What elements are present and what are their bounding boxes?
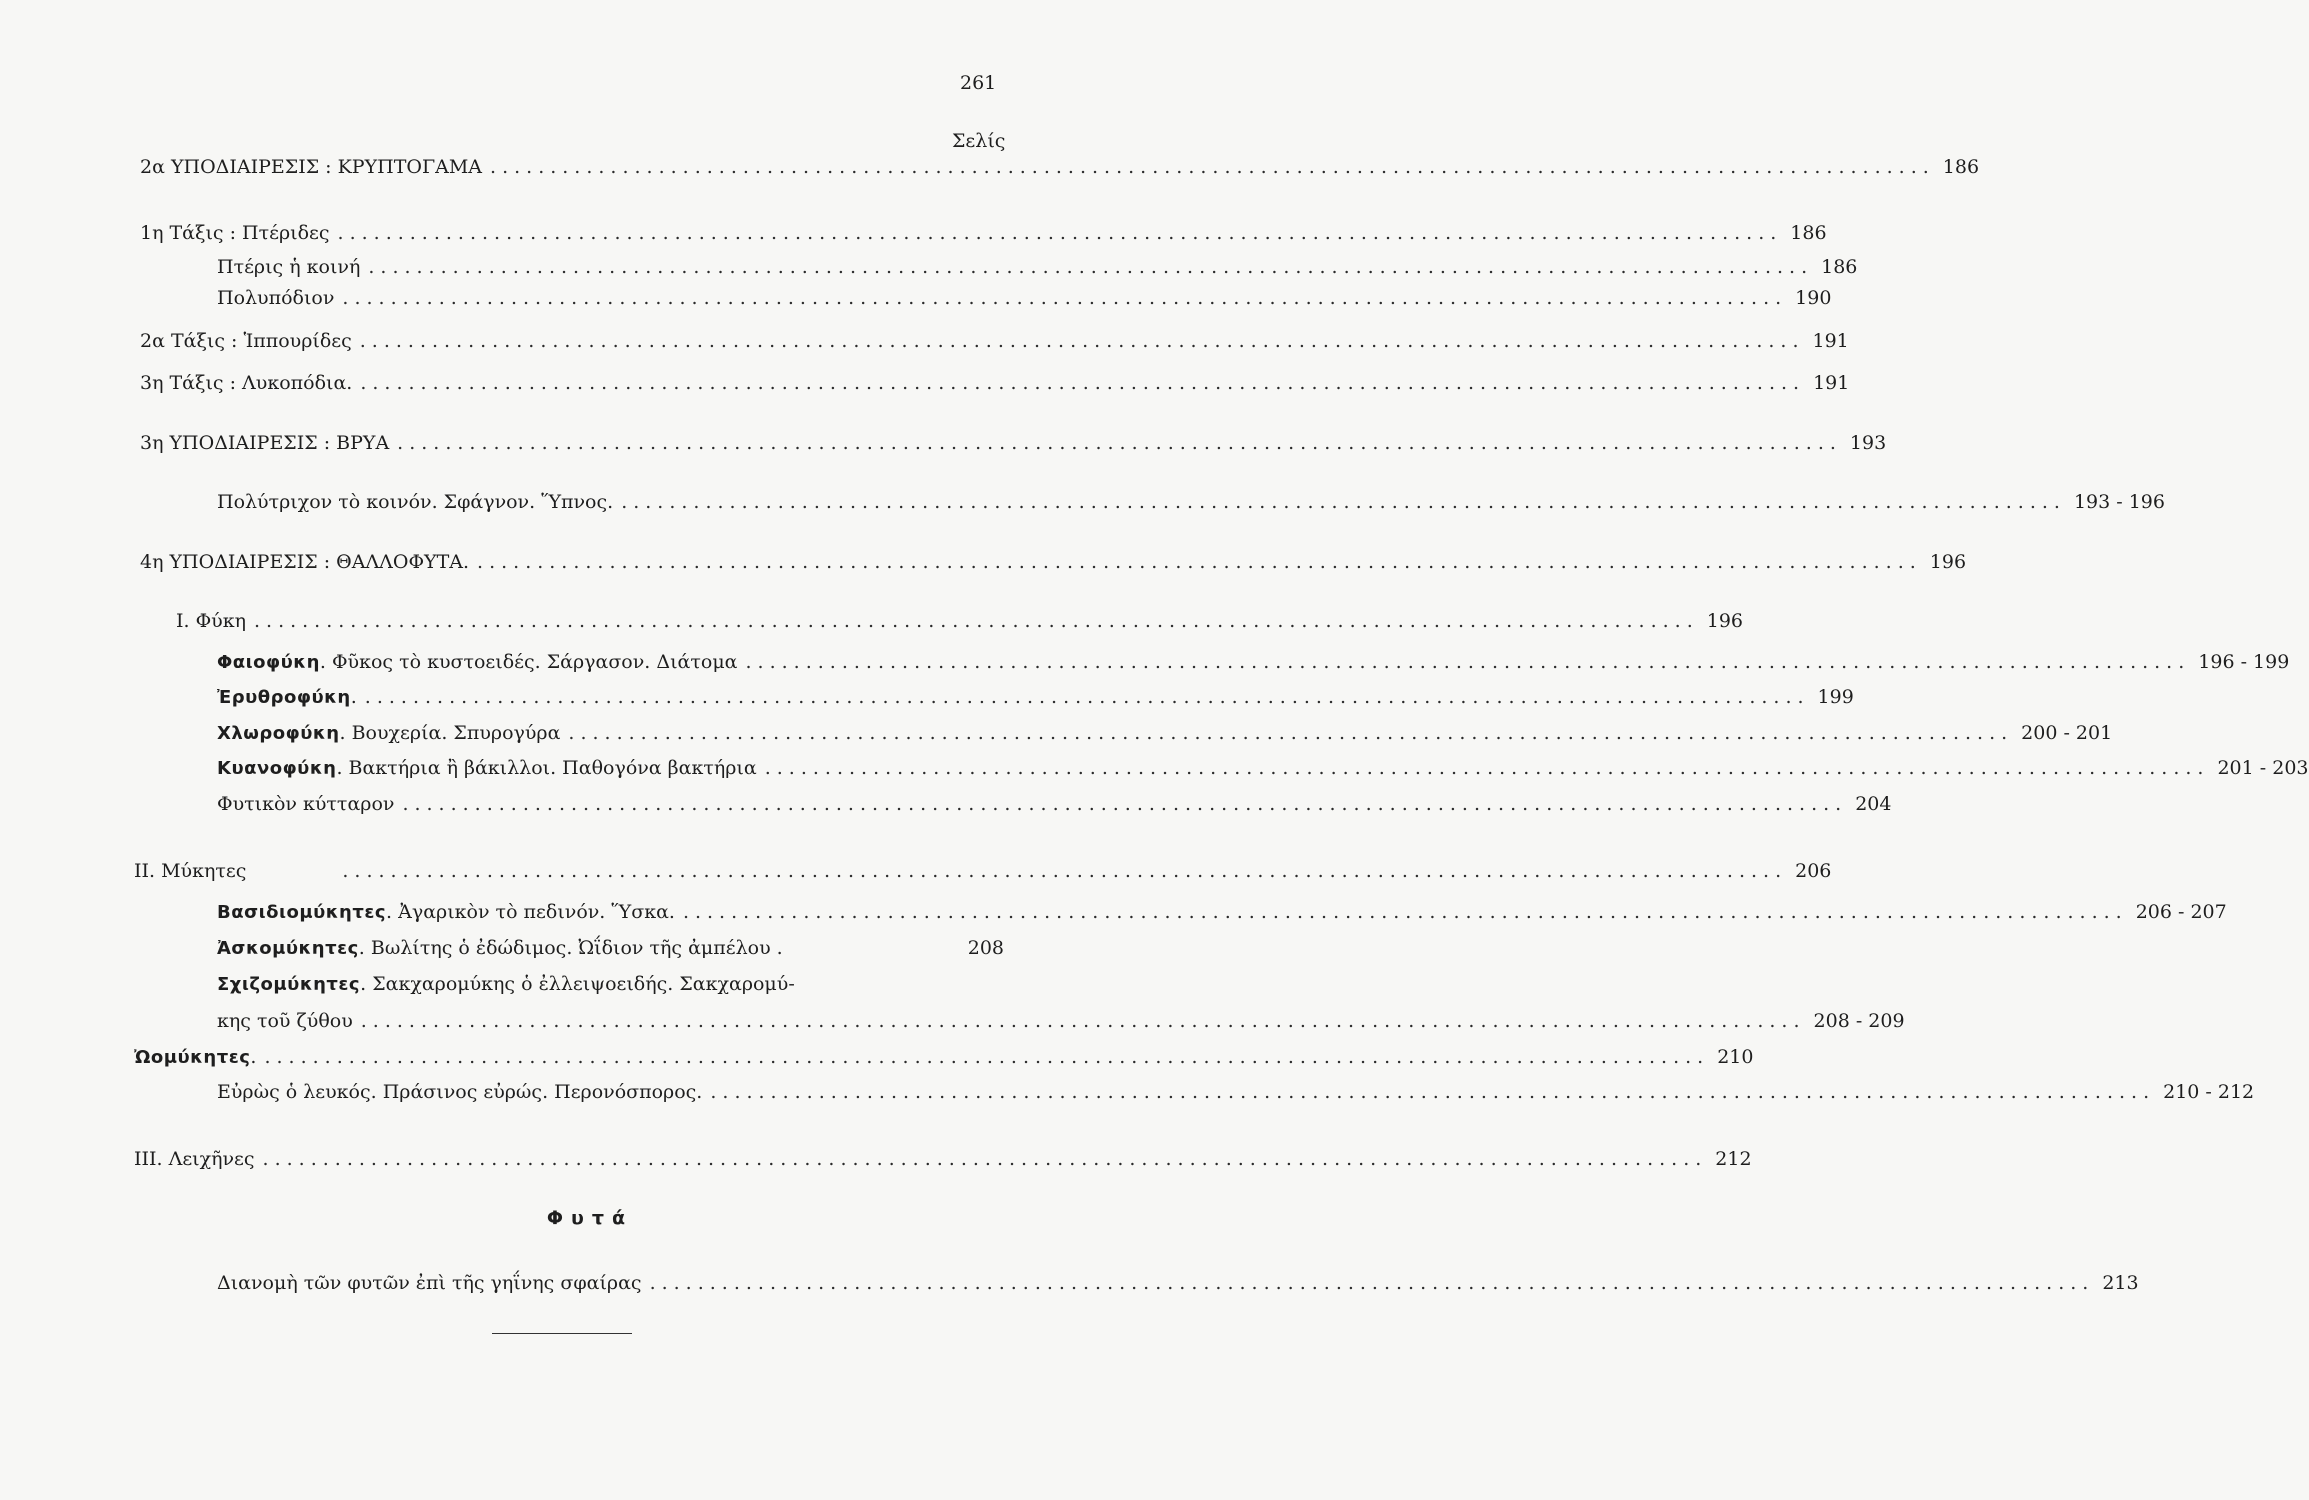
toc-entry-page: 210 — [1717, 1046, 1754, 1068]
toc-entry-label — [217, 686, 357, 708]
toc-entry-label — [217, 757, 757, 779]
leader-dots: ........................................................................................................................ — [368, 256, 1814, 278]
toc-entry-label: Εὐρὼς ὁ λευκός. Πράσινος εὐρώς. Περονόσπορος. — [217, 1081, 703, 1103]
toc-entry-label: 4η ΥΠΟΔΙΑΙΡΕΣΙΣ : ΘΑΛΛΟΦΥΤΑ. — [140, 551, 470, 573]
toc-entry-page: 186 — [1821, 256, 1858, 278]
toc-entry-page: 208 - 209 — [1813, 1010, 1905, 1032]
leader-dots: ........................................................................................................................ — [337, 222, 1783, 244]
toc-entry-page: 201 - 203 — [2217, 757, 2309, 779]
toc-entry-page: 196 — [1706, 610, 1743, 632]
toc-entry-desc: . Σακχαρομύκης ὁ ἐλλειψοειδής. Σακχαρομύ- — [360, 973, 795, 995]
toc-entry — [0, 1046, 1754, 1076]
toc-entry — [0, 793, 1892, 823]
leader-dots: ........................................................................................................................ — [710, 1081, 2156, 1103]
leader-dots: ........................................................................................................................ — [397, 432, 1842, 454]
toc-entry — [0, 610, 1743, 640]
toc-entry-page: 204 — [1855, 793, 1892, 815]
toc-entry-page: 193 — [1849, 432, 1887, 454]
toc-entry — [0, 1148, 1752, 1178]
toc-entry-label: 2α ΥΠΟΔΙΑΙΡΕΣΙΣ : ΚΡΥΠΤΟΓΑΜΑ — [140, 156, 483, 178]
toc-entry-label: II. Μύκητες — [134, 860, 247, 882]
closing-rule — [492, 1333, 632, 1334]
leader-dots: ........................................................................................................................ — [253, 610, 1699, 632]
toc-entry-label: Φυτικὸν κύτταρον — [217, 793, 395, 815]
toc-entry-label — [217, 651, 738, 673]
toc-entry-page: 200 - 201 — [2021, 722, 2113, 744]
page-column-header: Σελίς — [952, 130, 1006, 152]
toc-entry-term: Κυανοφύκη — [217, 758, 337, 779]
leader-dots: ........................................................................................................................ — [342, 287, 1788, 309]
toc-entry-page: 193 - 196 — [2073, 491, 2165, 513]
toc-entry — [0, 1081, 2255, 1111]
toc-entry-page: 213 — [2102, 1272, 2139, 1294]
toc-entry — [0, 432, 1887, 462]
toc-entry-page: 186 — [1790, 222, 1827, 244]
toc-entry-term: Φαιοφύκη — [217, 652, 320, 673]
leader-dots: ........................................................................................................................ — [649, 1272, 2095, 1294]
toc-entry-page: 196 - 199 — [2198, 651, 2290, 673]
toc-entry-page: 208 — [967, 937, 1004, 959]
leader-dots: ........................................................................................................................ — [477, 551, 1922, 573]
section-title: Φυτά — [546, 1207, 634, 1229]
toc-entry-label: 3η Τάξις : Λυκοπόδια. — [140, 372, 353, 394]
toc-entry-label: 2α Τάξις : Ἱππουρίδες — [140, 330, 352, 352]
leader-dots: ........................................................................................................................ — [402, 793, 1848, 815]
toc-entry — [0, 651, 2290, 681]
toc-entry-term: Βασιδιομύκητες — [217, 902, 387, 923]
toc-entry-term: Ἐρυθροφύκη — [217, 687, 351, 708]
toc-entry — [0, 722, 2113, 752]
toc-entry-label: 3η ΥΠΟΔΙΑΙΡΕΣΙΣ : ΒΡΥΑ — [140, 432, 390, 454]
toc-entry — [0, 372, 1850, 402]
toc-entry — [0, 287, 1832, 317]
leader-dots: ........................................................................................................................ — [262, 1148, 1708, 1170]
leader-dots: ........................................................................................................................ — [360, 372, 1806, 394]
toc-entry — [0, 937, 1180, 967]
toc-entry-label — [217, 722, 560, 744]
leader-dots: ........................................................................................................................ — [621, 491, 2066, 513]
toc-entry-page: 196 — [1929, 551, 1967, 573]
leader-dots: ........................................................................................................................ — [342, 860, 1788, 882]
toc-entry-label: Διανομὴ τῶν φυτῶν ἐπὶ τῆς γηΐνης σφαίρας — [217, 1272, 642, 1294]
toc-entry — [0, 491, 2165, 521]
toc-entry — [0, 330, 1849, 360]
toc-entry-label — [217, 973, 795, 995]
toc-entry-term: Σχιζομύκητες — [217, 974, 361, 995]
toc-entry-desc: . Βωλίτης ὁ ἐδώδιμος. Ὠΐδιον τῆς ἀμπέλου . — [358, 937, 783, 959]
toc-entry — [0, 551, 1967, 581]
toc-entry — [0, 860, 1832, 890]
toc-entry — [0, 1272, 2139, 1302]
toc-entry-page: 206 - 207 — [2135, 901, 2227, 923]
page-number: 261 — [960, 72, 997, 94]
toc-entry-page: 199 — [1817, 686, 1854, 708]
toc-entry — [0, 156, 1980, 186]
toc-entry-label: I. Φύκη — [176, 610, 246, 632]
leader-dots: ........................................................................................................................ — [359, 330, 1805, 352]
toc-entry-term: Ἀσκομύκητες — [217, 938, 359, 959]
toc-entry — [0, 901, 2227, 931]
toc-entry-label — [217, 901, 675, 923]
toc-entry-desc: . Βακτήρια ἢ βάκιλλοι. Παθογόνα βακτήρια — [336, 757, 757, 779]
toc-entry-label: κης τοῦ ζύθου — [217, 1010, 353, 1032]
toc-entry-label: Πολυπόδιον — [217, 287, 335, 309]
toc-entry-label: Πτέρις ἡ κοινή — [217, 256, 361, 278]
toc-entry-page: 186 — [1942, 156, 1980, 178]
toc-entry-label: III. Λειχῆνες — [134, 1148, 255, 1170]
leader-dots: ........................................................................................................................ — [360, 1010, 1806, 1032]
toc-entry-page: 212 — [1715, 1148, 1752, 1170]
toc-entry-desc: . — [250, 1046, 257, 1068]
toc-entry-label: 1η Τάξις : Πτέριδες — [140, 222, 330, 244]
toc-entry-label — [217, 937, 783, 959]
leader-dots: ........................................................................................................................ — [682, 901, 2128, 923]
toc-entry-label: Πολύτριχον τὸ κοινόν. Σφάγνον. Ὕπνος. — [217, 491, 614, 513]
leader-dots: ........................................................................................................................ — [745, 651, 2191, 673]
leader-dots: ........................................................................................................................ — [490, 156, 1935, 178]
leader-dots: ........................................................................................................................ — [264, 1046, 1710, 1068]
toc-entry — [0, 1010, 1905, 1040]
leader-dots: ........................................................................................................................ — [364, 686, 1810, 708]
toc-entry-page: 210 - 212 — [2163, 1081, 2255, 1103]
toc-entry-desc: . Φῦκος τὸ κυστοειδές. Σάργασον. Διάτομα — [319, 651, 738, 673]
toc-entry-term: Ὠομύκητες — [134, 1047, 251, 1068]
toc-entry-page: 191 — [1813, 372, 1850, 394]
toc-entry — [0, 222, 1827, 252]
toc-entry — [0, 973, 1180, 1003]
toc-entry-page: 206 — [1795, 860, 1832, 882]
toc-entry — [0, 686, 1854, 716]
toc-entry-desc: . Βουχερία. Σπυρογύρα — [339, 722, 561, 744]
toc-entry — [0, 757, 2309, 787]
toc-entry — [0, 256, 1858, 286]
toc-entry-page: 190 — [1795, 287, 1832, 309]
leader-dots: ........................................................................................................................ — [764, 757, 2210, 779]
leader-dots: ........................................................................................................................ — [568, 722, 2014, 744]
toc-entry-desc: . Ἀγαρικὸν τὸ πεδινόν. Ὕσκα. — [386, 901, 675, 923]
toc-entry-page: 191 — [1812, 330, 1849, 352]
toc-entry-label — [134, 1046, 256, 1068]
toc-entry-term: Χλωροφύκη — [217, 723, 340, 744]
toc-entry-desc: . — [350, 686, 357, 708]
